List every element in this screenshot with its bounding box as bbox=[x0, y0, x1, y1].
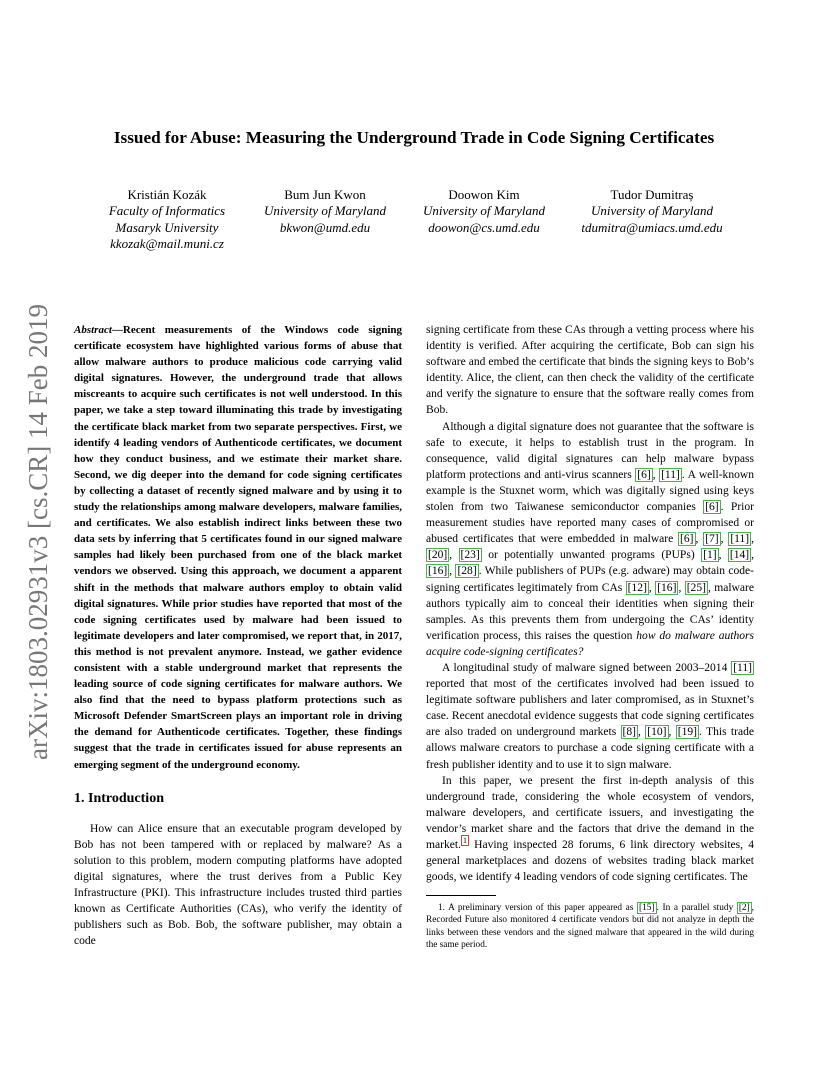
citation-link[interactable]: [16] bbox=[428, 565, 448, 578]
author-affiliation: Masaryk University bbox=[115, 219, 219, 235]
author-email: kkozak@mail.muni.cz bbox=[110, 235, 224, 251]
citation-link[interactable]: [6] bbox=[637, 468, 651, 481]
paragraph: Although a digital signature does not guarantee that the software is safe to execute, it helps to establish trust in the program. In consequence, valid digital signatures can help malware bypass platform protections and anti-virus scanners [6] , [11] . A well-known example is the Stuxnet worm, which was digitally signed using keys stolen from two Taiwanese semiconductor companies [6] . Prior measurement studies have reported many cases of compromised or abused certificates that were embedded in malware [6] , [7] , [11] , [20] , [23] or potentially unwanted programs (PUPs) [1] , [14] , [16] , [28] . While publishers of PUPs (e.g. adware) may obtain code-signing certificates legitimately from CAs [12] , [16] , [25] , malware authors typically aim to conceal their identities when signing their samples. As this prevents them from undergoing the CAs’ identity verification process, this raises the question how do malware authors acquire code-signing certificates? bbox=[426, 420, 755, 658]
arxiv-stamp: arXiv:1803.02931v3 [cs.CR] 14 Feb 2019 bbox=[23, 304, 53, 760]
paragraph: A longitudinal study of malware signed between 2003–2014 [11] reported that most of the certificates involved had been issued to legitimate software publishers and later compromised, as in Stuxnet’s case. Recent anecdotal evidence suggests that code signing certificates are also traded on underground markets [8] , [10] , [19] . This trade allows malware creators to purchase a code signing certificate with a fresh publisher identity and to use it to sign malware. bbox=[426, 661, 755, 771]
author-name: Kristián Kozák bbox=[127, 187, 207, 202]
citation-link[interactable]: [11] bbox=[661, 468, 680, 481]
citation-link[interactable]: [14] bbox=[729, 549, 750, 562]
section-heading: 1. Introduction bbox=[74, 790, 164, 806]
citation-link[interactable]: [6] bbox=[680, 533, 694, 546]
author-email: tdumitra@umiacs.umd.edu bbox=[581, 219, 723, 235]
citation-link[interactable]: [8] bbox=[622, 726, 637, 739]
paper-title: Issued for Abuse: Measuring the Underground Trade in Code Signing Certificates bbox=[113, 128, 715, 147]
research-question: how do malware authors acquire code-signing certificates? bbox=[426, 629, 754, 658]
citation-link[interactable]: [11] bbox=[733, 661, 752, 674]
author-email: bkwon@umd.edu bbox=[279, 219, 371, 235]
author-name: Tudor Dumitraș bbox=[610, 187, 694, 202]
paragraph: How can Alice ensure that an executable program developed by Bob has not been tampered with or replaced by malware? As a solution to this problem, modern computing platforms have adopted digital signatures, where the trust derives from a Public Key Infrastructure (PKI). This infrastructure includes trusted third parties known as Certificate Authorities (CAs), who verify the identity of publishers such as Bob. Bob, the software publisher, may obtain a code bbox=[74, 822, 402, 948]
citation-link[interactable]: [23] bbox=[460, 549, 480, 562]
citation-link[interactable]: [20] bbox=[428, 549, 448, 562]
abstract-label: Abstract bbox=[74, 324, 112, 336]
citation-link[interactable]: [11] bbox=[730, 533, 750, 546]
footnote-divider bbox=[426, 895, 496, 896]
paragraph: signing certificate from these CAs through a vetting process where his identity is verified. After acquiring the certificate, Bob can sign his software and embed the certificate that binds the signing keys to Bob’s identity. Alice, the client, can then check the validity of the certificate and verify the signature to ensure that the software really comes from Bob. bbox=[426, 324, 754, 417]
author-affiliation: University of Maryland bbox=[422, 203, 546, 219]
author-4 bbox=[557, 187, 747, 236]
author-affiliation: University of Maryland bbox=[263, 203, 387, 219]
citation-link[interactable]: [1] bbox=[703, 549, 717, 562]
abstract: Abstract—Recent measurements of the Windows code signing certificate ecosystem have highlighted various forms of abuse that allow malware authors to produce malicious code carrying valid digital signatures. However, the underground trade that allows miscreants to acquire such certificates is not well understood. In this paper, we take a step toward illuminating this trade by investigating the certificate black market from two separate perspectives. First, we identify 4 leading vendors of Authenticode certificates, we document how they conduct business, and we estimate their market share. Second, we dig deeper into the demand for code signing certificates by collecting a dataset of recently signed malware and by using it to study the relationships among malware developers, malware families, and certificates. We also establish indirect links between these two data sets by inferring that 5 certificates found in our signed malware samples had likely been purchased from one of the black market vendors we observed. Using this approach, we document a apparent shift in the methods that malware authors employ to obtain valid digital signatures. While prior studies have reported that most of the code signing certificates used by malware had been issued to legitimate developers and later compromised, we report that, in 2017, this method is not prevalent anymore. Instead, we gather evidence consistent with a stable underground market that represents the leading source of code signing certificates for malware authors. We also find that the need to bypass platform protections such as Microsoft Defender SmartScreen plays an important role in driving the demand for Authenticode certificates. Together, these findings suggest that the trade in certificates issued for abuse represents an emerging segment of the underground economy. bbox=[74, 324, 402, 771]
citation-link[interactable]: [6] bbox=[705, 501, 719, 514]
abstract-text: Recent measurements of the Windows code signing certificate ecosystem have highlighted various forms of abuse that allow malware authors to produce malicious code carrying valid digital signatures. However, the underground trade that allows miscreants to acquire such certificates is not well understood. In this paper, we take a step toward illuminating this trade by investigating the certificate black market from two separate perspectives. First, we identify 4 leading vendors of Authenticode certificates, we document how they conduct business, and we estimate their market share. Second, we dig deeper into the demand for code signing certificates by collecting a dataset of recently signed malware and by using it to study the relationships among malware developers, malware families, and certificates. We also establish indirect links between these two data sets by inferring that 5 certificates found in our signed malware samples had likely been purchased from one of the black market vendors we observed. Using this approach, we document a apparent shift in the methods that malware authors employ to obtain valid digital signatures. While prior studies have reported that most of the code signing certificates used by malware had been issued to legitimate developers and later compromised, we report that, in 2017, this method is not prevalent anymore. Instead, we gather evidence consistent with a stable underground market that represents the leading source of code signing certificates for malware authors. We also find that the need to bypass platform protections such as Microsoft Defender SmartScreen plays an important role in driving the demand for Authenticode certificates. Together, these findings suggest that the trade in certificates issued for abuse represents an emerging segment of the underground economy. bbox=[74, 324, 402, 771]
author-affiliation: University of Maryland bbox=[590, 203, 714, 219]
author-affiliation: Faculty of Informatics bbox=[108, 203, 226, 219]
citation-link[interactable]: [7] bbox=[705, 533, 719, 546]
citation-link[interactable]: [16] bbox=[657, 581, 677, 594]
author-3 bbox=[389, 187, 579, 236]
author-name: Doowon Kim bbox=[448, 187, 520, 202]
citation-link[interactable]: [15] bbox=[639, 903, 655, 914]
left-column bbox=[74, 322, 402, 949]
author-name: Bum Jun Kwon bbox=[284, 187, 366, 202]
footnote-marker[interactable]: 1 bbox=[462, 836, 467, 846]
paragraph: In this paper, we present the first in-depth analysis of this underground trade, considering the whole ecosystem of vendors, malware developers, and certificate issuers, and investigating the vendor’s market share and the factors that drive the demand in the market. $^1$ Having inspected 28 forums, 6 link directory websites, 4 general marketplaces and dozens of websites trading black market goods, we identify 4 leading vendors of code signing certificates. The bbox=[426, 774, 754, 884]
citation-link[interactable]: [10] bbox=[647, 726, 667, 739]
citation-link[interactable]: [2] bbox=[738, 903, 750, 914]
citation-link[interactable]: [12] bbox=[627, 581, 647, 594]
citation-link[interactable]: [25] bbox=[686, 581, 706, 594]
author-email: doowon@cs.umd.edu bbox=[428, 219, 540, 235]
right-column bbox=[426, 322, 754, 951]
footnote: 1. A preliminary version of this paper appeared as [15] . In a parallel study [2] , Recorded Future also monitored 4 certificate vendors but did not analyze in depth the links between these vendors and the signed malware that appeared in the wild during the same period. bbox=[426, 903, 754, 950]
citation-link[interactable]: [19] bbox=[677, 726, 698, 739]
citation-link[interactable]: [28] bbox=[457, 565, 477, 578]
